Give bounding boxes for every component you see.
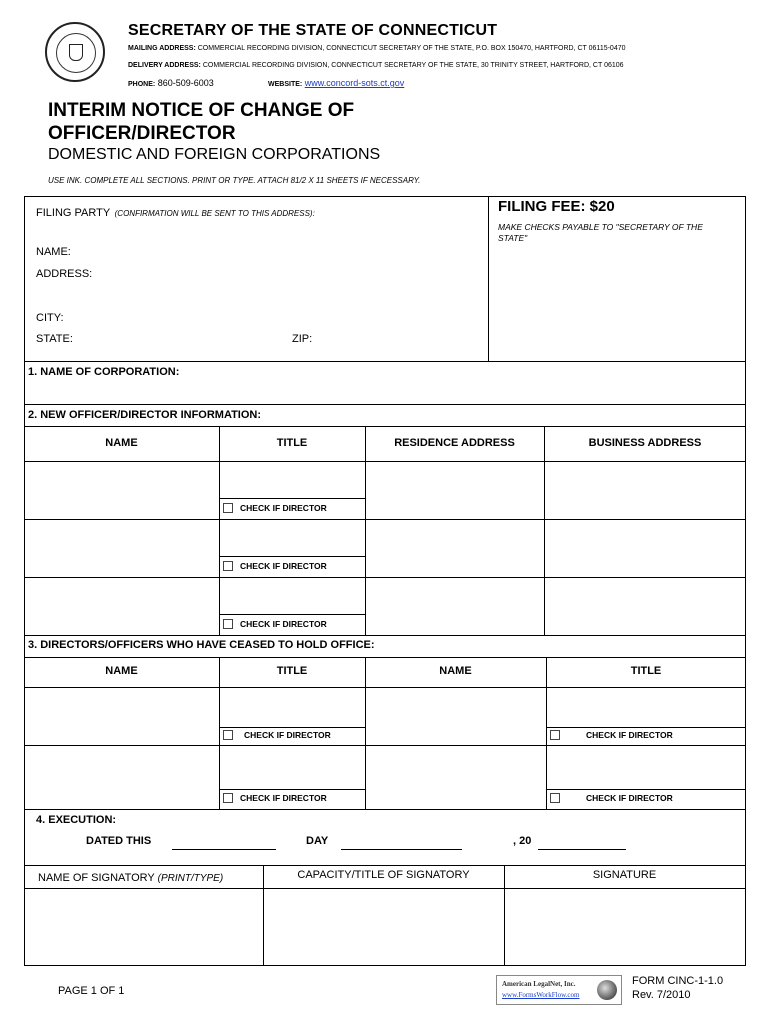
dated-this-label: DATED THIS [86,835,152,847]
form-title: INTERIM NOTICE OF CHANGE OF OFFICER/DIRECTOR [48,100,355,144]
sec2-col2-divider [365,426,366,636]
filing-city-label: CITY: [36,312,64,324]
signatory-name-label: NAME OF SIGNATORY [38,872,155,884]
signatory-name-header [38,872,223,884]
disc-icon [597,980,617,1000]
sec3-row1-check-line-2 [546,727,746,728]
signatory-capacity-field[interactable] [265,890,503,964]
signatory-capacity-header: CAPACITY/TITLE OF SIGNATORY [297,869,470,881]
filing-divider [488,196,489,361]
filing-party-note: (CONFIRMATION WILL BE SENT TO THIS ADDRESS): [114,209,315,218]
phone-label: PHONE: [128,81,156,88]
section2-label: 2. NEW OFFICER/DIRECTOR INFORMATION: [28,409,262,421]
header-title: SECRETARY OF THE STATE OF CONNECTICUT [128,22,498,39]
sec2-row3-check-line [219,614,365,615]
director-checkbox[interactable] [223,619,233,629]
filing-fee: FILING FEE: $20 [498,198,615,215]
sec1-top-line [24,361,746,362]
director-checkbox[interactable] [223,503,233,513]
sig-header-bottom [24,888,746,889]
check-if-director-label: CHECK IF DIRECTOR [240,503,327,513]
frame-bottom [24,965,746,966]
delivery-address-label: DELIVERY ADDRESS: [128,62,201,69]
form-number-block [632,974,723,1002]
year-field[interactable] [538,849,626,850]
check-if-director-label: CHECK IF DIRECTOR [586,730,673,740]
sec2-col-title: TITLE [276,437,308,449]
sec2-row2-bottom [24,577,746,578]
section3-label: 3. DIRECTORS/OFFICERS WHO HAVE CEASED TO HOLD OFFICE: [28,639,375,651]
filing-name-label: NAME: [36,246,71,258]
signature-header: SIGNATURE [592,869,657,881]
director-checkbox[interactable] [223,793,233,803]
dated-this-field[interactable] [172,849,276,850]
sec3-row2-check-line [219,789,365,790]
sec3-row1-check-line [219,727,365,728]
sec3-row1-bottom [24,745,746,746]
sec3-header-bottom [24,687,746,688]
sec3-col1-divider [219,657,220,809]
delivery-address-text: COMMERCIAL RECORDING DIVISION, CONNECTICUT SECRETARY OF THE STATE, 30 TRINITY STREET, HARTFORD, CT 06106 [202,62,624,69]
signatory-name-field[interactable] [26,890,262,964]
phone-info [128,78,214,88]
frame-right [745,196,746,966]
sec3-col-name-2: NAME [439,665,472,677]
sec2-row1-bottom [24,519,746,520]
day-field[interactable] [341,849,462,850]
logo-line1: American LegalNet, Inc. [502,980,576,988]
mailing-address-text: COMMERCIAL RECORDING DIVISION, CONNECTICUT SECRETARY OF THE STATE, P.O. BOX 150470, HARTFORD, CT 06115-0470 [197,45,626,52]
check-if-director-label: CHECK IF DIRECTOR [240,561,327,571]
day-label: DAY [306,835,329,847]
check-if-director-label: CHECK IF DIRECTOR [586,793,673,803]
sec2-col-business: BUSINESS ADDRESS [588,437,702,449]
sec2-row1-check-line [219,498,365,499]
director-checkbox[interactable] [223,730,233,740]
sec2-col1-divider [219,426,220,636]
form-subtitle: DOMESTIC AND FOREIGN CORPORATIONS [48,146,381,163]
director-checkbox[interactable] [223,561,233,571]
check-if-director-label: CHECK IF DIRECTOR [244,730,331,740]
sec3-col3-divider [546,657,547,809]
mailing-address [128,45,626,52]
sec2-header-bottom [24,461,746,462]
sec3-header-top [24,657,746,658]
section4-label: 4. EXECUTION: [36,814,117,826]
filing-fee-note: MAKE CHECKS PAYABLE TO "SECRETARY OF THE STATE" [498,222,703,243]
mailing-address-label: MAILING ADDRESS: [128,45,196,52]
page-number: PAGE 1 OF 1 [58,985,125,997]
sec2-col3-divider [544,426,545,636]
seal-shield-icon [69,44,83,61]
phone-number: 860-509-6003 [157,78,214,88]
sig-header-top [24,865,746,866]
sec2-top-line [24,404,746,405]
sec2-row2-check-line [219,556,365,557]
check-if-director-label: CHECK IF DIRECTOR [240,793,327,803]
filing-zip-label: ZIP: [292,333,313,345]
sec3-top-line [24,635,746,636]
state-seal-icon [45,22,105,82]
form-instructions: USE INK. COMPLETE ALL SECTIONS. PRINT OR TYPE. ATTACH 81/2 X 11 SHEETS IF NECESSARY. [48,176,421,185]
website-link[interactable]: www.concord-sots.ct.gov [304,78,405,88]
sec3-col2-divider [365,657,366,809]
year-prefix: , 20 [513,835,532,847]
check-if-director-label: CHECK IF DIRECTOR [240,619,327,629]
filing-party-label: FILING PARTY [36,207,111,219]
signatory-name-note: (PRINT/TYPE) [157,873,224,884]
sec2-header-top [24,426,746,427]
sec3-col-name: NAME [105,665,138,677]
frame-left [24,196,25,966]
sec3-row2-check-line-2 [546,789,746,790]
section1-label: 1. NAME OF CORPORATION: [28,366,180,378]
sec4-top-line [24,809,746,810]
signature-field[interactable] [506,890,744,964]
logo-line2: www.FormsWorkFlow.com [502,991,580,999]
americanlegalnet-logo[interactable] [496,975,622,1005]
sec2-col-name: NAME [105,437,138,449]
filing-state-label: STATE: [36,333,73,345]
website-label: WEBSITE: [268,81,303,88]
filing-party-heading [36,203,315,221]
sec3-col-title: TITLE [276,665,308,677]
corporation-name-field[interactable] [210,363,740,403]
filing-address-label: ADDRESS: [36,268,93,280]
delivery-address [128,62,624,69]
website-info [268,78,404,88]
sec3-col-title-2: TITLE [630,665,662,677]
form-number: FORM CINC-1-1.0 [632,975,724,987]
director-checkbox[interactable] [550,793,560,803]
director-checkbox[interactable] [550,730,560,740]
sec2-col-residence: RESIDENCE ADDRESS [394,437,515,449]
form-revision: Rev. 7/2010 [632,989,691,1001]
frame-top [24,196,746,197]
